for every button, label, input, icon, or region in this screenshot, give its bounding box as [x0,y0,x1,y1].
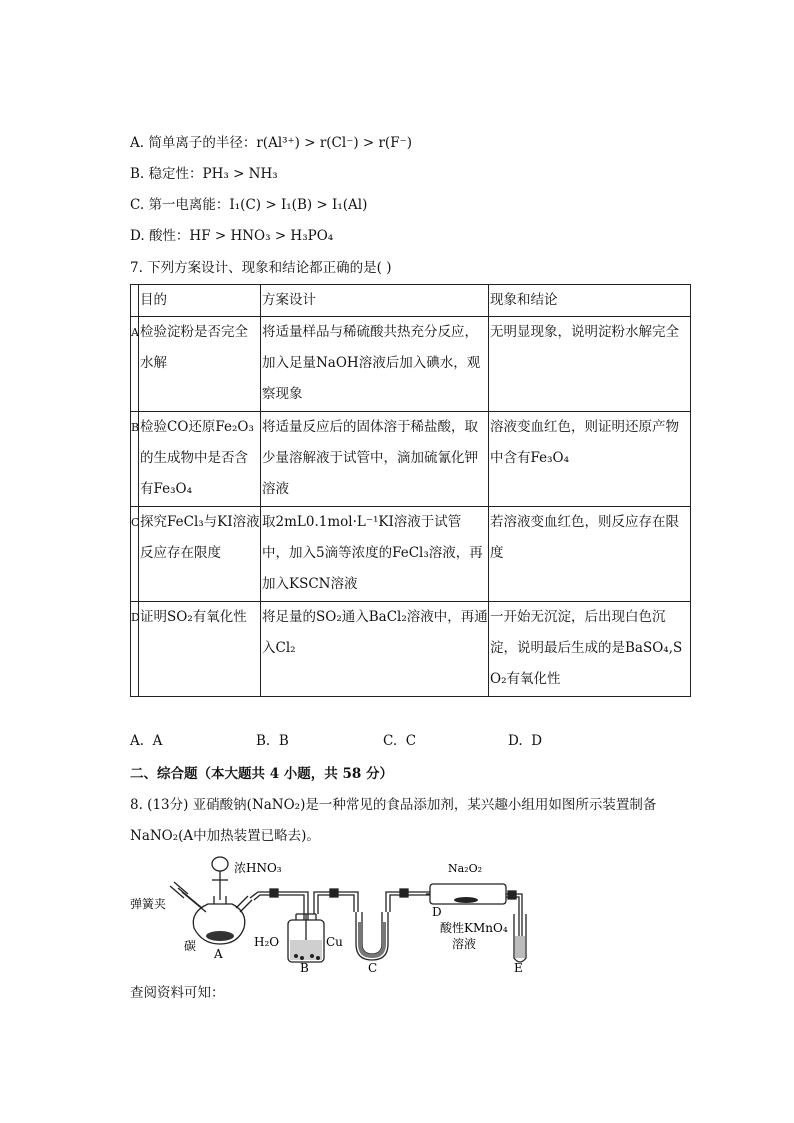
table-header-row [131,285,691,317]
label-kmno4-1: 酸性KMnO₄ [440,921,508,935]
table-row [131,507,691,602]
question-8-line2: NaNO₂(A中加热装置已略去)。 [130,828,320,844]
header-design: 方案设计 [261,285,489,317]
option-text: 稳定性：PH₃ > NH₃ [148,166,278,182]
table-row [131,602,691,697]
label-clamp: 弹簧夹 [130,897,167,911]
label-b: B [300,961,309,975]
option-text: 酸性：HF > HNO₃ > H₃PO₄ [148,228,334,244]
apparatus-figure [130,852,540,974]
option-label: D. [130,228,145,244]
row-purpose: 检验CO还原Fe₂O₃的生成物中是否含有Fe₃O₄ [139,412,261,507]
row-label: B [131,412,139,507]
label-na2o2: Na₂O₂ [448,862,483,875]
na2o2-fill [454,897,478,903]
question-7-stem: 7. 下列方案设计、现象和结论都正确的是( ) [130,260,392,276]
question-8-line1: 8. (13分) 亚硝酸钠(NaNO₂)是一种常见的食品添加剂，某兴趣小组用如图所示装置制备 [130,797,657,813]
row-label: D [131,602,139,697]
row-result: 一开始无沉淀，后出现白色沉淀，说明最后生成的是BaSO₄,SO₂有氧化性 [489,602,691,697]
option-b-q6 [130,164,278,184]
label-d: D [432,905,442,919]
answer-option-b[interactable]: B. B [256,733,289,749]
option-label: A. [130,135,145,151]
label-conc-hno3: 浓HNO₃ [234,861,282,875]
header-purpose: 目的 [139,285,261,317]
row-label: C [131,507,139,602]
label-cu: Cu [326,935,343,949]
option-c-q6 [130,195,367,215]
option-a-q6 [130,133,412,153]
answer-option-a[interactable]: A. A [130,733,163,749]
row-result: 若溶液变血红色，则反应存在限度 [489,507,691,602]
question-7-table [130,284,691,697]
table-row [131,412,691,507]
label-water: H₂O [254,935,280,949]
row-label: A [131,317,139,412]
option-label: B. [130,166,145,182]
answer-option-d[interactable]: D. D [508,733,543,749]
row-design: 将适量样品与稀硫酸共热充分反应，加入足量NaOH溶液后加入碘水，观察现象 [261,317,489,412]
label-carbon: 碳 [184,939,197,953]
row-result: 无明显现象，说明淀粉水解完全 [489,317,691,412]
header-blank [131,285,139,317]
row-purpose: 检验淀粉是否完全水解 [139,317,261,412]
carbon-fill [206,931,234,941]
label-e: E [514,961,523,975]
row-design: 取2mL0.1mol·L⁻¹KI溶液于试管中，加入5滴等浓度的FeCl₃溶液，再加入KSCN溶液 [261,507,489,602]
section-heading: 二、综合题（本大题共 4 小题，共 58 分） [130,766,393,782]
option-d-q6 [130,226,333,246]
answer-option-c[interactable]: C. C [383,733,417,749]
after-figure-text: 查阅资料可知： [130,985,225,1001]
option-text: 简单离子的半径：r(Al³⁺) > r(Cl⁻) > r(F⁻) [148,135,412,151]
table-row [131,317,691,412]
row-design: 将足量的SO₂通入BaCl₂溶液中，再通入Cl₂ [261,602,489,697]
label-kmno4-2: 溶液 [452,937,477,951]
row-purpose: 证明SO₂有氧化性 [139,602,261,697]
header-result: 现象和结论 [489,285,691,317]
option-label: C. [130,197,145,213]
label-a: A [214,947,223,961]
option-text: 第一电离能：I₁(C) > I₁(B) > I₁(Al) [148,197,368,213]
kmno4-fill [515,936,525,958]
row-design: 将适量反应后的固体溶于稀盐酸，取少量溶解液于试管中，滴加硫氰化钾溶液 [261,412,489,507]
row-result: 溶液变血红色，则证明还原产物中含有Fe₃O₄ [489,412,691,507]
label-c: C [368,961,378,975]
row-purpose: 探究FeCl₃与KI溶液反应存在限度 [139,507,261,602]
